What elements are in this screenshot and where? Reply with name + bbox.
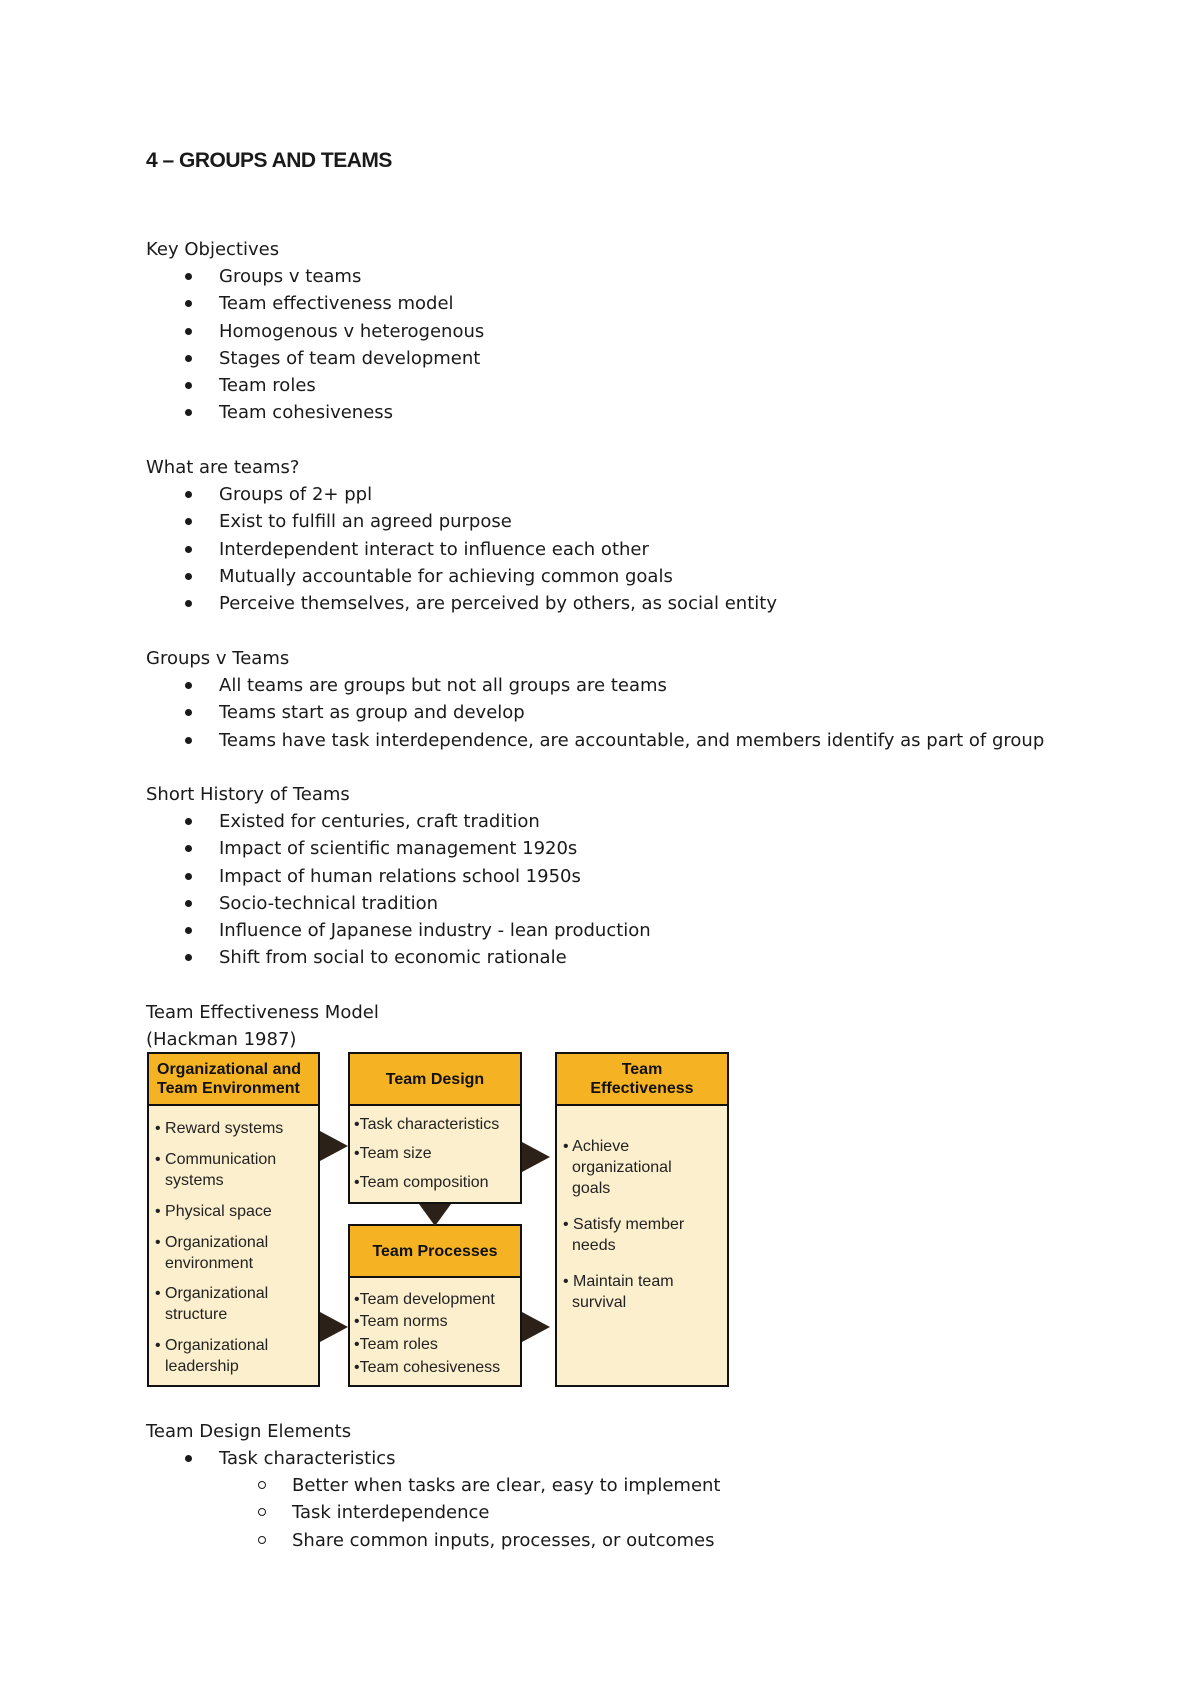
diagram-item: systems xyxy=(165,1172,224,1189)
team-effectiveness-header xyxy=(557,1054,727,1106)
header-line: Team xyxy=(621,1061,663,1078)
diagram-item: • Organizational xyxy=(155,1337,269,1354)
list-item: Stages of team development xyxy=(146,345,484,372)
short-history-heading: Short History of Teams xyxy=(146,784,350,805)
list-item: All teams are groups but not all groups are teams xyxy=(146,672,1044,699)
list-item: Team cohesiveness xyxy=(146,399,484,426)
diagram-item: •Task characteristics xyxy=(354,1116,500,1133)
arrow-right-icon xyxy=(522,1142,550,1172)
diagram-item: •Team size xyxy=(354,1145,432,1162)
list-item: Team roles xyxy=(146,372,484,399)
list-item xyxy=(146,1445,395,1472)
diagram-item: structure xyxy=(165,1306,228,1323)
list-item: Team effectiveness model xyxy=(146,290,484,317)
diagram-item: goals xyxy=(572,1180,611,1197)
list-item: Homogenous v heterogenous xyxy=(146,318,484,345)
list-item: Interdependent interact to influence each other xyxy=(146,536,777,563)
org-environment-header xyxy=(149,1054,318,1106)
list-item: Influence of Japanese industry - lean production xyxy=(146,917,651,944)
list-item: Groups of 2+ ppl xyxy=(146,481,777,508)
diagram-item: environment xyxy=(165,1255,254,1272)
list-item: Teams start as group and develop xyxy=(146,699,1044,726)
model-heading: Team Effectiveness Model xyxy=(146,1002,379,1023)
header-line: Effectiveness xyxy=(590,1080,694,1097)
team-effectiveness-box xyxy=(555,1052,729,1387)
diagram-item: • Organizational xyxy=(155,1234,269,1251)
list-item: Perceive themselves, are perceived by others, as social entity xyxy=(146,590,777,617)
arrow-right-icon xyxy=(320,1131,348,1161)
diagram-item: • Physical space xyxy=(155,1203,272,1220)
design-elements-list xyxy=(146,1445,395,1472)
diagram-item: • Communication xyxy=(155,1151,277,1168)
model-citation: (Hackman 1987) xyxy=(146,1029,297,1050)
sub-list-item: Task interdependence xyxy=(146,1499,721,1526)
team-processes-box xyxy=(348,1224,522,1387)
list-item: Socio-technical tradition xyxy=(146,890,651,917)
team-design-header: Team Design xyxy=(350,1054,520,1106)
diagram-item: needs xyxy=(572,1237,616,1254)
diagram-item: survival xyxy=(572,1294,627,1311)
list-item: Mutually accountable for achieving common goals xyxy=(146,563,777,590)
diagram-item: • Organizational xyxy=(155,1285,269,1302)
team-design-box xyxy=(348,1052,522,1204)
diagram-item: •Team cohesiveness xyxy=(354,1359,501,1376)
team-processes-header: Team Processes xyxy=(350,1226,520,1278)
arrow-right-icon xyxy=(320,1312,348,1342)
diagram-item: •Team roles xyxy=(354,1336,438,1353)
diagram-item: •Team development xyxy=(354,1291,495,1308)
arrow-down-icon xyxy=(419,1204,451,1226)
key-objectives-list xyxy=(146,263,484,427)
diagram-item: • Achieve xyxy=(563,1138,630,1155)
list-item: Teams have task interdependence, are accountable, and members identify as part of group xyxy=(146,727,1044,754)
sub-list-item: Better when tasks are clear, easy to implement xyxy=(146,1472,721,1499)
list-item: Impact of scientific management 1920s xyxy=(146,835,651,862)
diagram-item: •Team composition xyxy=(354,1174,489,1191)
key-objectives-heading: Key Objectives xyxy=(146,239,280,260)
diagram-item: • Maintain team xyxy=(563,1273,674,1290)
groups-v-teams-list xyxy=(146,672,1044,754)
short-history-list xyxy=(146,808,651,972)
diagram-item: • Satisfy member xyxy=(563,1216,685,1233)
org-environment-box xyxy=(147,1052,320,1387)
what-are-teams-heading: What are teams? xyxy=(146,457,300,478)
header-line: Organizational and xyxy=(157,1061,302,1078)
diagram-item: • Reward systems xyxy=(155,1120,284,1137)
design-elements-heading: Team Design Elements xyxy=(146,1421,352,1442)
list-item: Existed for centuries, craft tradition xyxy=(146,808,651,835)
header-line: Team Environment xyxy=(157,1080,300,1097)
design-elements-sublist xyxy=(146,1472,721,1554)
list-item: Impact of human relations school 1950s xyxy=(146,863,651,890)
diagram-item: leadership xyxy=(165,1358,239,1375)
list-item: Shift from social to economic rationale xyxy=(146,944,651,971)
sub-list-item: Share common inputs, processes, or outcomes xyxy=(146,1527,721,1554)
team-effectiveness-diagram xyxy=(147,1052,729,1387)
arrow-right-icon xyxy=(522,1312,550,1342)
list-item-label: Task characteristics xyxy=(219,1448,396,1469)
list-item: Groups v teams xyxy=(146,263,484,290)
list-item: Exist to fulfill an agreed purpose xyxy=(146,508,777,535)
diagram-item: organizational xyxy=(572,1159,672,1176)
groups-v-teams-heading: Groups v Teams xyxy=(146,648,290,669)
diagram-item: •Team norms xyxy=(354,1313,448,1330)
page-title: 4 – GROUPS AND TEAMS xyxy=(146,149,392,172)
what-are-teams-list xyxy=(146,481,777,617)
